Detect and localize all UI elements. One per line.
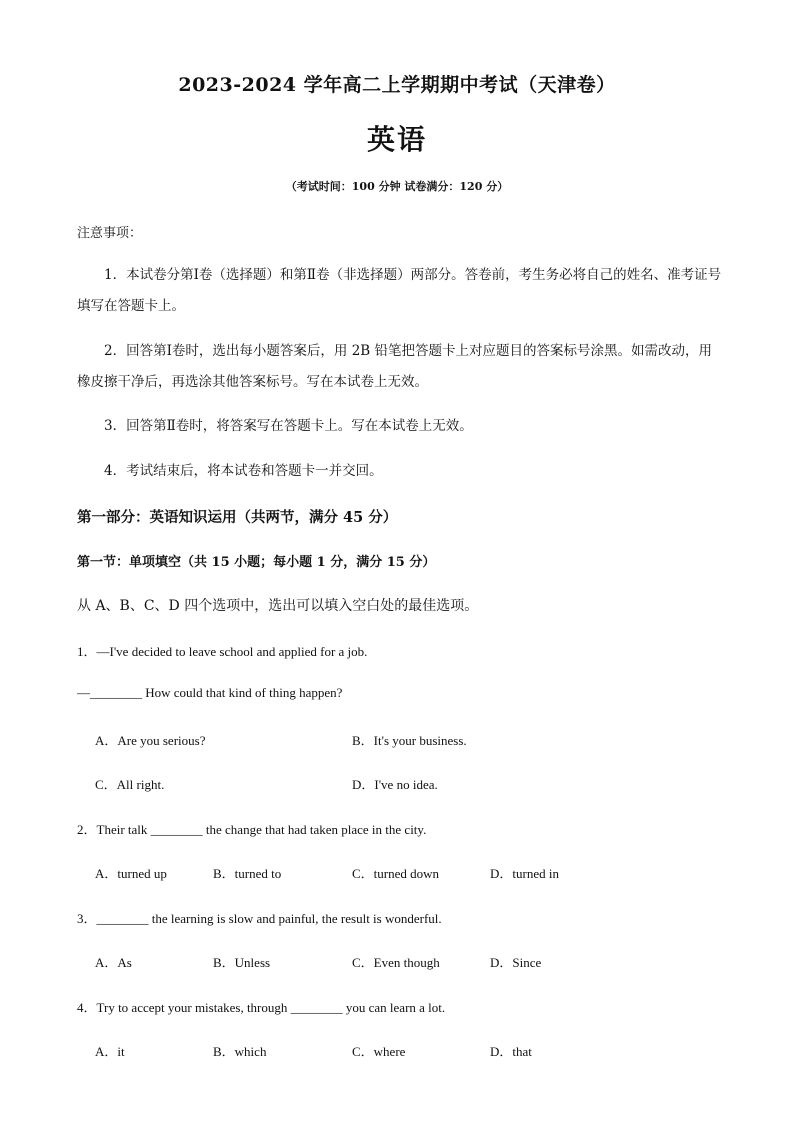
question-1-option-a: A．Are you serious? (95, 733, 206, 748)
question-3-option-b: B．Unless (213, 955, 271, 970)
notice-item-1: 1．本试卷分第Ⅰ卷（选择题）和第Ⅱ卷（非选择题）两部分。答卷前，考生务必将自己的姓名、准考证号填写在答题卡上。 (77, 267, 722, 314)
part1-title: 第一部分：英语知识运用（共两节，满分 45 分） (77, 509, 398, 526)
notice-item-2: 2．回答第Ⅰ卷时，选出每小题答案后，用 2B 铅笔把答题卡上对应题目的答案标号涂黑。如需改动，用橡皮擦干净后，再选涂其他答案标号。写在本试卷上无效。 (77, 343, 713, 390)
notice-item-3: 3．回答第Ⅱ卷时，将答案写在答题卡上。写在本试卷上无效。 (104, 418, 473, 434)
question-1-option-d: D．I've no idea. (352, 777, 438, 792)
question-2-option-d: D．turned in (490, 866, 559, 881)
question-4-option-c: C．where (352, 1044, 406, 1059)
section1-title: 第一节：单项填空（共 15 小题；每小题 1 分，满分 15 分） (77, 555, 436, 570)
question-2-option-a: A．turned up (95, 866, 167, 881)
question-1-option-c: C．All right. (95, 777, 165, 792)
question-4-option-a: A．it (95, 1044, 125, 1059)
question-4-option-b: B．which (213, 1044, 267, 1059)
question-3-stem: 3．________ the learning is slow and painful, the result is wonderful. (77, 911, 442, 926)
question-3-option-d: D．Since (490, 955, 542, 970)
exam-time-info: （考试时间：100 分钟 试卷满分：120 分） (285, 180, 509, 193)
question-2-option-b: B．turned to (213, 866, 282, 881)
question-3-option-a: A．As (95, 955, 132, 970)
question-2-option-c: C．turned down (352, 866, 440, 881)
question-4-option-d: D．that (490, 1044, 532, 1059)
question-1-stem-reply: —________ How could that kind of thing happen? (77, 685, 343, 700)
subject-title: 英语 (366, 123, 427, 156)
notice-item-4: 4．考试结束后，将本试卷和答题卡一并交回。 (104, 463, 383, 479)
question-4-stem: 4．Try to accept your mistakes, through ________ you can learn a lot. (77, 1000, 446, 1015)
question-1-stem: 1．—I've decided to leave school and applied for a job. (77, 644, 368, 659)
question-1-option-b: B．It's your business. (352, 733, 467, 748)
question-2-stem: 2．Their talk ________ the change that had taken place in the city. (77, 822, 427, 837)
exam-title: 2023-2024 学年高二上学期期中考试（天津卷） (178, 74, 616, 96)
question-3-option-c: C．Even though (352, 955, 440, 970)
instruction: 从 A、B、C、D 四个选项中，选出可以填入空白处的最佳选项。 (77, 598, 479, 614)
notice-heading: 注意事项： (77, 226, 143, 241)
